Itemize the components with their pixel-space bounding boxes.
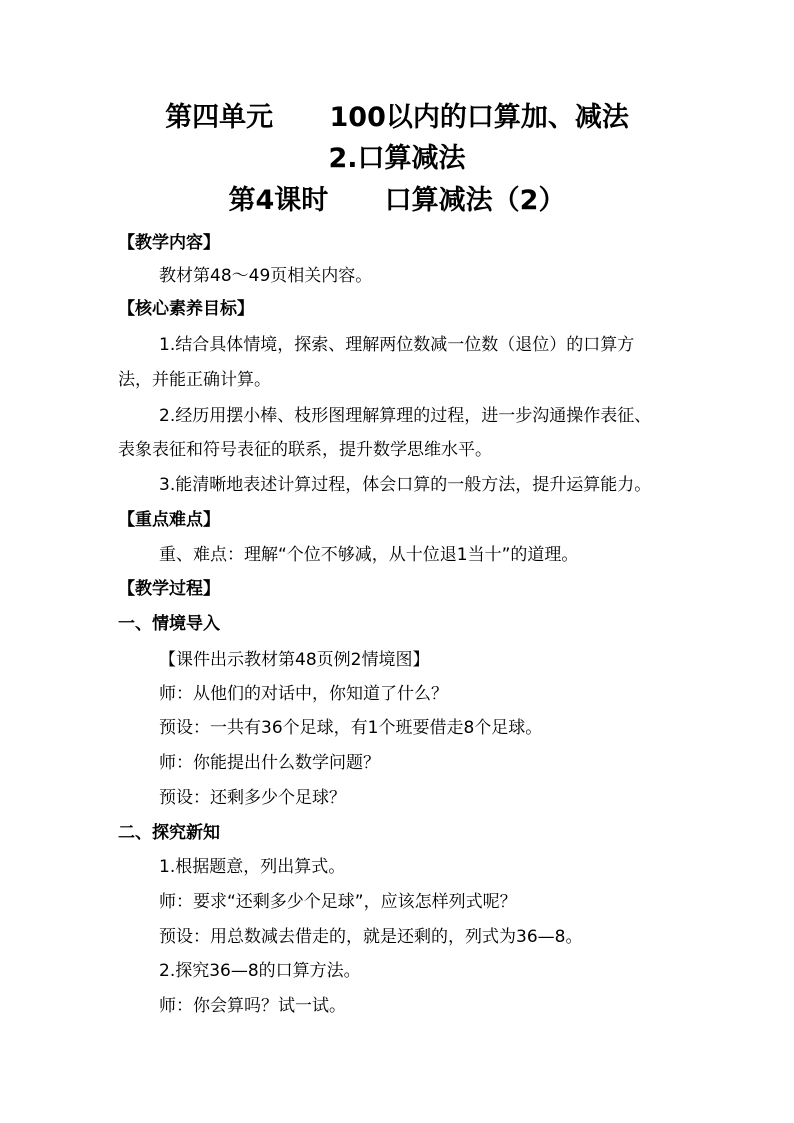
- goal-1-line-1: 1.结合具体情境，探索、理解两位数减一位数（退位）的口算方: [159, 335, 635, 355]
- lesson-title: 第4课时 口算减法（2）: [228, 185, 566, 216]
- section-1-line-2: 师：从他们的对话中，你知道了什么？: [159, 684, 448, 704]
- section-2-line-1: 1.根据题意，列出算式。: [159, 857, 346, 877]
- section-2-line-2: 师：要求“还剩多少个足球”，应该怎样列式呢？: [159, 892, 517, 912]
- section-2-title: 二、探究新知: [118, 823, 220, 843]
- heading-teaching-process: 【教学过程】: [118, 579, 220, 599]
- section-1-line-5: 预设：还剩多少个足球？: [159, 788, 346, 808]
- unit-title: 第四单元 100以内的口算加、减法: [165, 102, 629, 133]
- section-1-line-3: 预设：一共有36个足球，有1个班要借走8个足球。: [159, 718, 543, 738]
- section-1-line-4: 师：你能提出什么数学问题？: [159, 753, 380, 773]
- section-1-line-1: 【课件出示教材第48页例2情境图】: [159, 650, 430, 670]
- heading-core-goals: 【核心素养目标】: [118, 299, 254, 319]
- section-2-line-5: 师：你会算吗？试一试。: [159, 996, 346, 1016]
- goal-2-line-2: 表象表征和符号表征的联系，提升数学思维水平。: [118, 440, 492, 460]
- heading-key-points: 【重点难点】: [118, 510, 220, 530]
- key-points-text: 重、难点：理解“个位不够减，从十位退1当十”的道理。: [159, 545, 579, 565]
- teaching-content-text: 教材第48～49页相关内容。: [159, 266, 373, 286]
- section-1-title: 一、情境导入: [118, 614, 220, 634]
- goal-3: 3.能清晰地表述计算过程，体会口算的一般方法，提升运算能力。: [159, 475, 652, 495]
- section-2-line-4: 2.探究36—8的口算方法。: [159, 961, 361, 981]
- heading-teaching-content: 【教学内容】: [118, 233, 220, 253]
- section-title: 2.口算减法: [328, 143, 466, 174]
- goal-1-line-2: 法，并能正确计算。: [118, 370, 271, 390]
- goal-2-line-1: 2.经历用摆小棒、枝形图理解算理的过程，进一步沟通操作表征、: [159, 406, 652, 426]
- section-2-line-3: 预设：用总数减去借走的，就是还剩的，列式为36—8。: [159, 927, 583, 947]
